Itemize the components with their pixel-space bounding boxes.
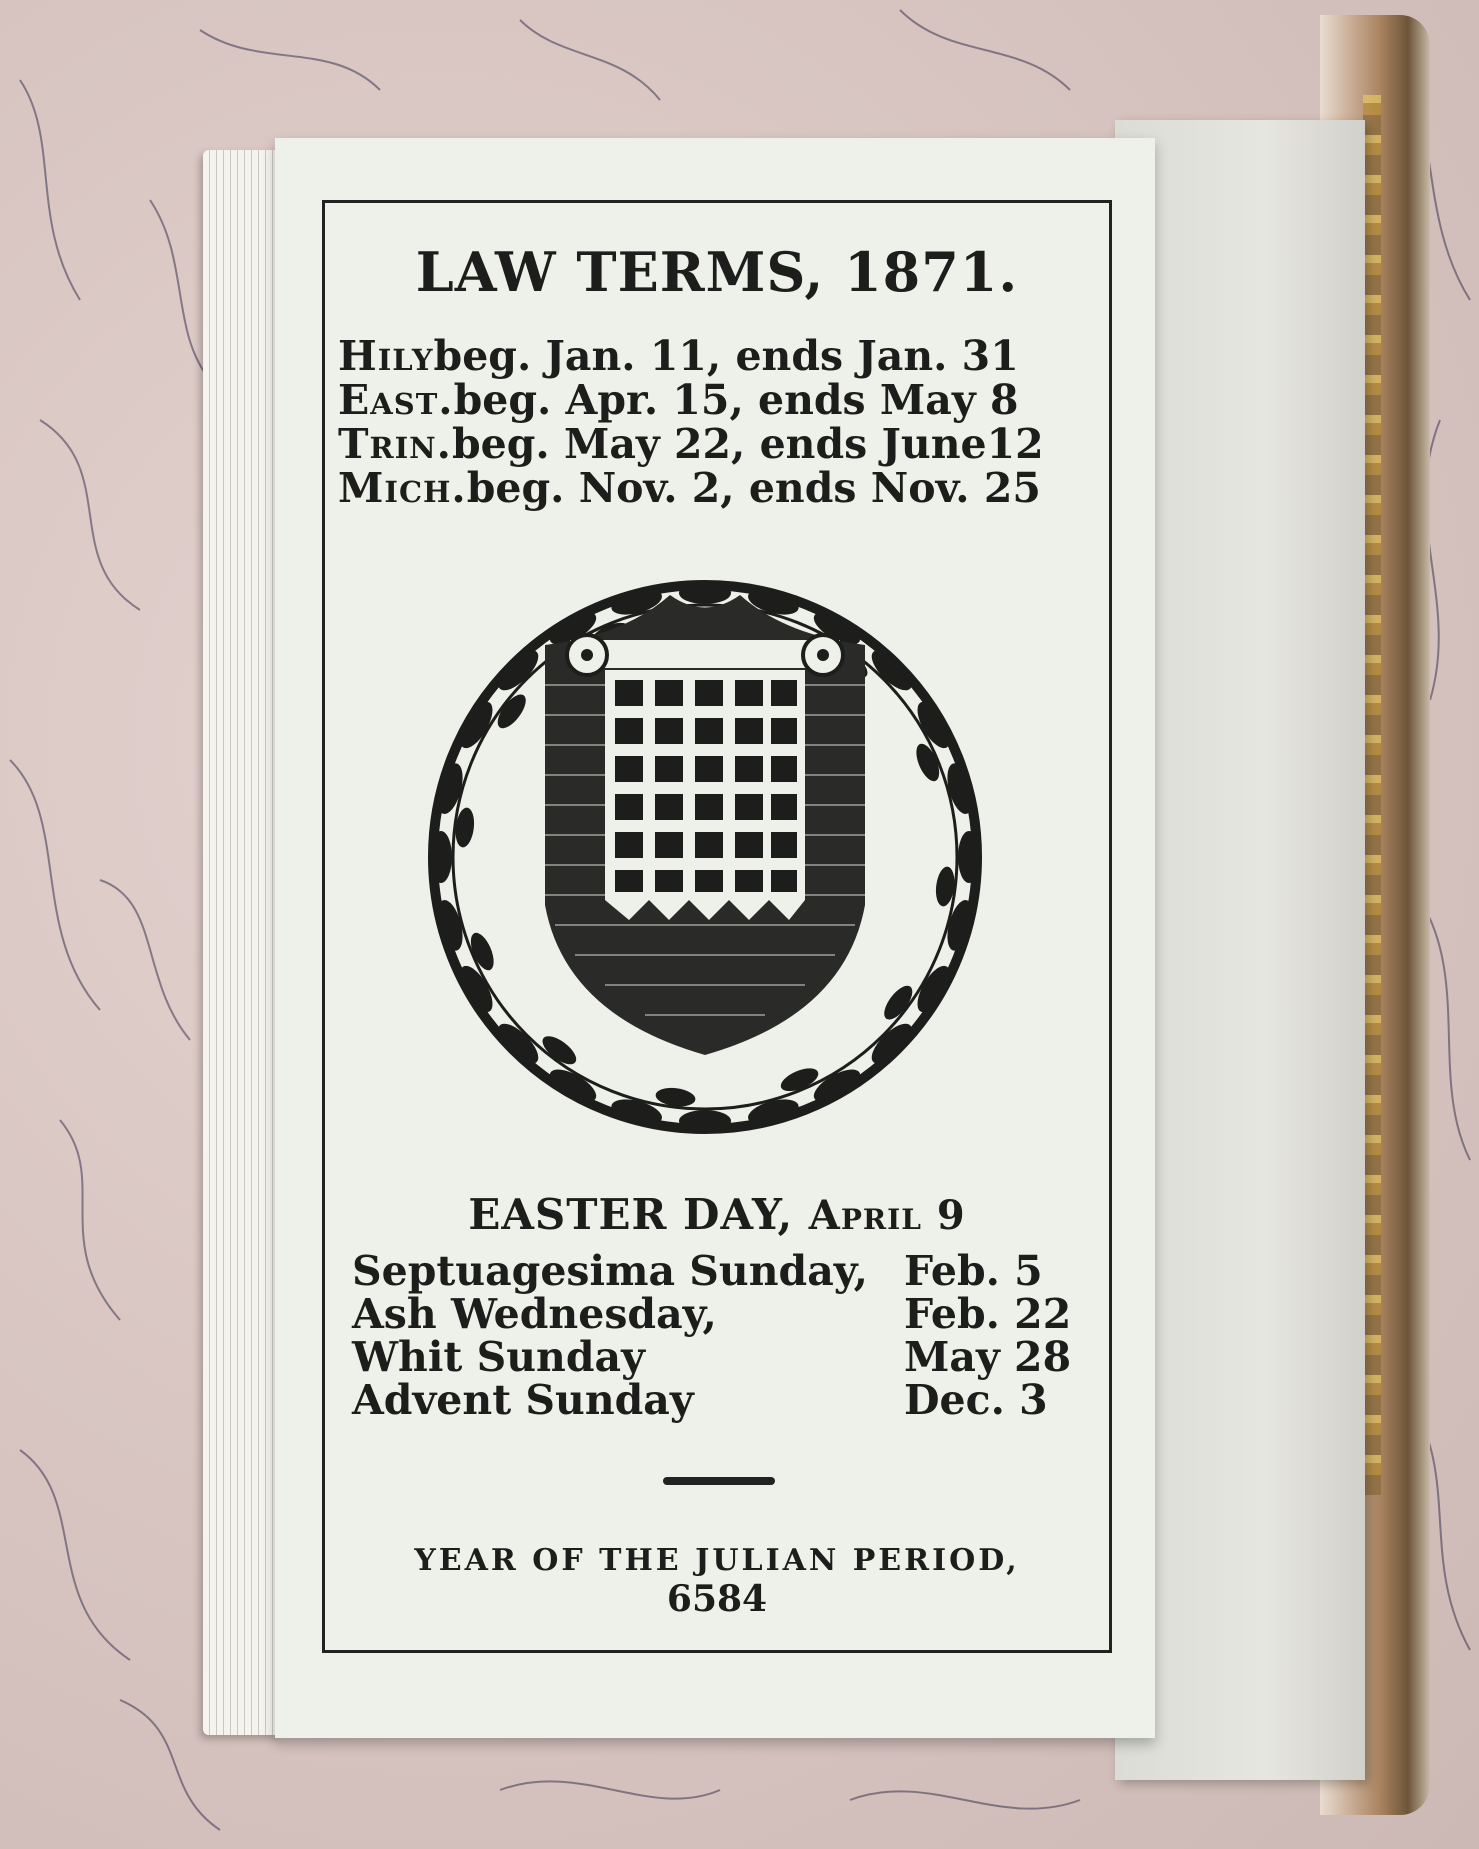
feast-name: Whit Sunday — [352, 1333, 645, 1381]
term-name: East. — [338, 376, 454, 424]
feast-name: Advent Sunday — [352, 1376, 694, 1424]
term-dates: beg. May 22, ends June12 — [451, 420, 1044, 468]
julian-period-label: YEAR OF THE JULIAN PERIOD, — [414, 1543, 1020, 1578]
term-dates: beg. Apr. 15, ends May 8 — [453, 376, 1019, 424]
page-title: LAW TERMS, 1871. — [415, 240, 1019, 304]
easter-date: April 9 — [808, 1192, 966, 1239]
feast-name: Septuagesima Sunday, — [352, 1247, 868, 1295]
term-dates: beg. Nov. 2, ends Nov. 25 — [466, 464, 1041, 512]
term-name: Hily — [338, 332, 434, 380]
feast-name: Ash Wednesday, — [352, 1290, 717, 1338]
feast-date: Dec. 3 — [904, 1376, 1048, 1424]
portcullis-shield-in-laurel-wreath-icon — [405, 575, 1005, 1145]
divider-rule — [663, 1477, 775, 1485]
law-term-row — [338, 376, 1058, 424]
feast-date: May 28 — [904, 1333, 1072, 1381]
term-name: Mich. — [338, 464, 467, 512]
feast-date: Feb. 5 — [904, 1247, 1043, 1295]
term-name: Trin. — [338, 420, 452, 468]
easter-day-heading — [322, 1190, 1112, 1239]
feast-date: Feb. 22 — [904, 1290, 1072, 1338]
law-term-row — [338, 332, 1058, 380]
julian-period-year: 6584 — [666, 1578, 768, 1620]
law-term-row — [338, 464, 1058, 512]
page-edges — [203, 150, 283, 1735]
gilt-edge — [1363, 95, 1381, 1495]
term-dates: beg. Jan. 11, ends Jan. 31 — [433, 332, 1019, 380]
easter-label: EASTER DAY, — [468, 1190, 794, 1239]
law-term-row — [338, 420, 1058, 468]
